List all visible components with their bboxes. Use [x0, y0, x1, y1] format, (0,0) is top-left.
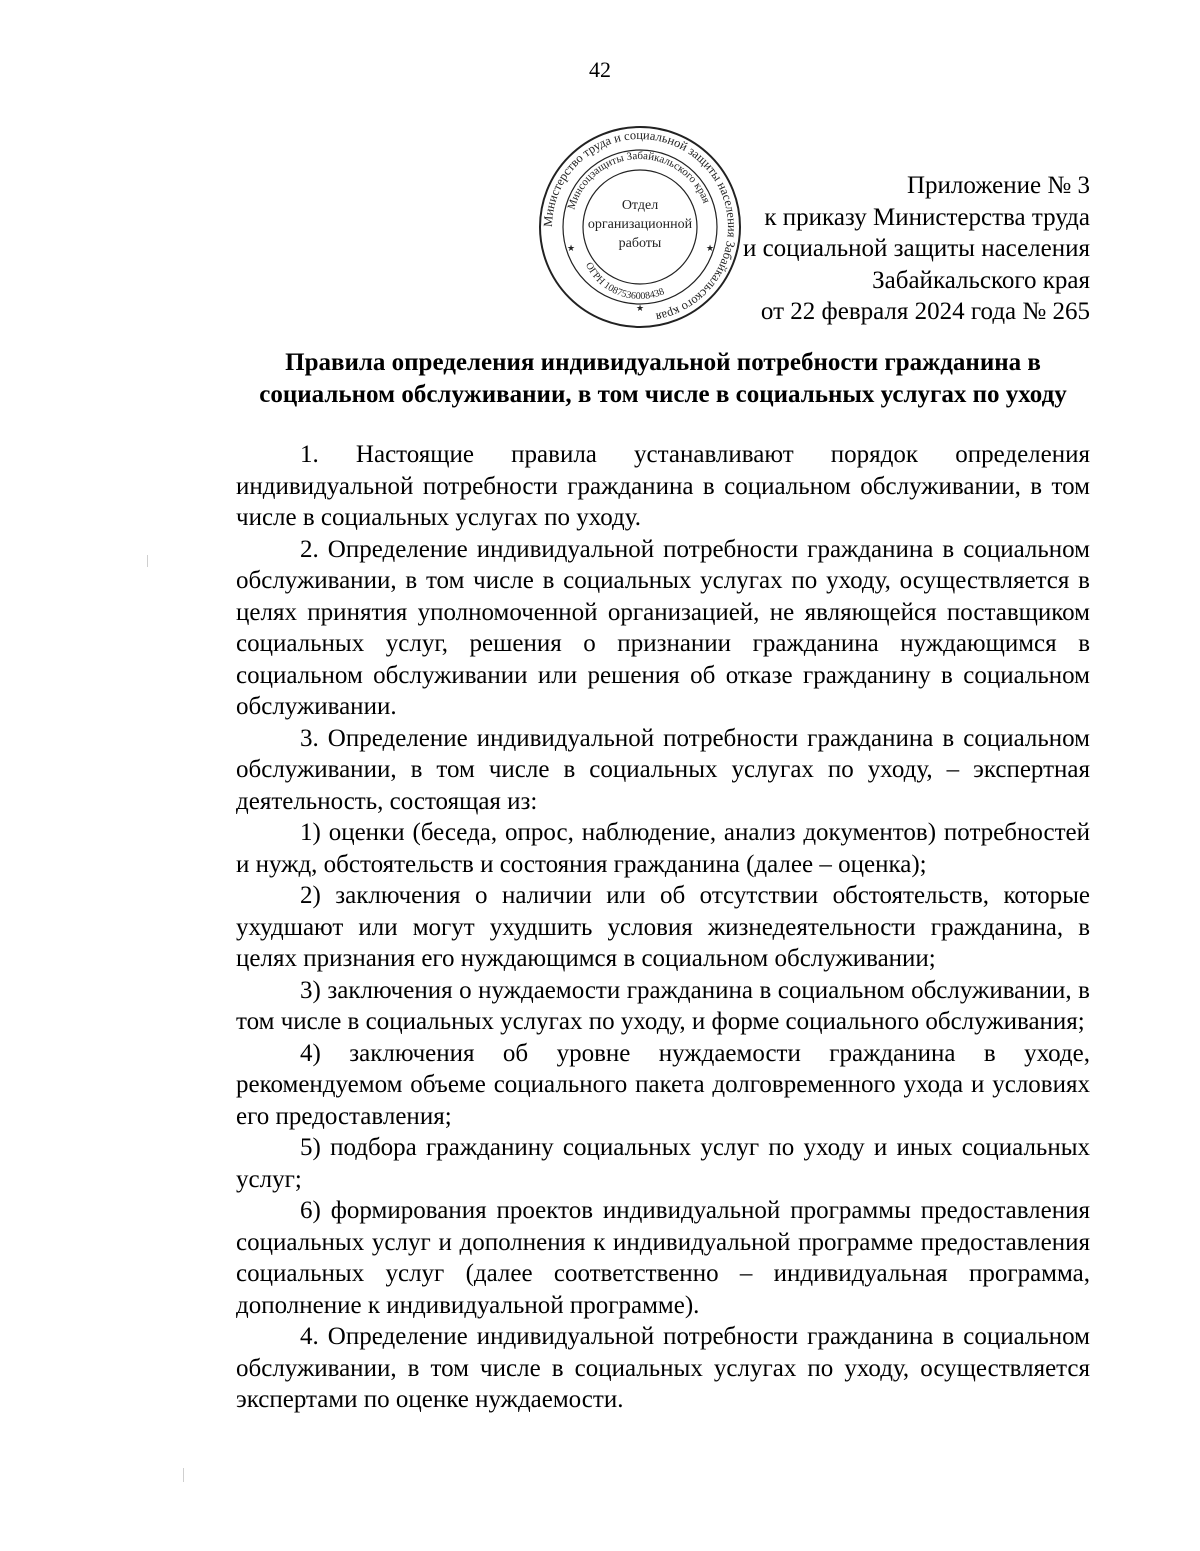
paragraph: 1) оценки (беседа, опрос, наблюдение, анализ документов) потребностей и нужд, обстоятельств и состояния гражданина (далее – оценка); — [236, 819, 1090, 878]
stamp-center-line-1: Отдел — [621, 198, 659, 213]
document-body — [236, 439, 1090, 1416]
paragraph: 1. Настоящие правила устанавливают порядок определения индивидуальной потребности гражданина в социальном обслуживании, в том числе в социальных услугах по уходу. — [236, 441, 1090, 531]
document-title — [236, 347, 1090, 410]
stamp-inner-text: Минсоцзащиты Забайкальского края — [565, 149, 713, 212]
appendix-line: Забайкальского края — [872, 266, 1090, 294]
appendix-line: Приложение № 3 — [906, 172, 1090, 199]
paragraph: 5) подбора гражданину социальных услуг по уходу и иных социальных услуг; — [236, 1134, 1090, 1193]
stamp-star-icon: ★ — [706, 243, 715, 253]
scan-margin-mark — [147, 555, 148, 567]
appendix-header — [743, 170, 1090, 328]
appendix-line: к приказу Министерства труда — [764, 203, 1090, 231]
paragraph: 4) заключения об уровне нуждаемости гражданина в уходе, рекомендуемом объеме социального пакета долговременного ухода и условиях его предоставления; — [236, 1039, 1090, 1130]
title-line: социальном обслуживании, в том числе в социальных услугах по уходу — [259, 380, 1067, 408]
paragraph: 2) заключения о наличии или об отсутствии обстоятельств, которые ухудшают или могут ухудшить условия жизнедеятельности гражданина, в целях признания его нуждающимся в социальном обслуживании; — [236, 882, 1090, 972]
page-number: 42 — [589, 57, 611, 82]
title-line: Правила определения индивидуальной потребности гражданина в — [285, 349, 1041, 376]
stamp-star-icon: ★ — [636, 303, 645, 313]
paragraph: 2. Определение индивидуальной потребности гражданина в социальном обслуживании, в том числе в социальных услугах по уходу, осуществляется в целях принятия уполномоченной организацией, не являющейся поставщиком социальных услуг, решения о признании гражданина нуждающимся в социальном обслуживании или решения об отказе гражданину в социальном обслуживании. — [236, 535, 1090, 720]
stamp-star-icon: ★ — [567, 243, 576, 253]
scan-margin-mark — [183, 1468, 184, 1482]
paragraph: 4. Определение индивидуальной потребности гражданина в социальном обслуживании, в том числе в социальных услугах по уходу, осуществляется экспертами по оценке нуждаемости. — [236, 1323, 1090, 1413]
appendix-line: от 22 февраля 2024 года № 265 — [760, 298, 1090, 325]
stamp-center-line-2: организационной — [587, 217, 693, 232]
appendix-line: и социальной защиты населения — [742, 235, 1090, 262]
paragraph: 3) заключения о нуждаемости гражданина в социальном обслуживании, в том числе в социальных услугах по уходу, и форме социального обслуживания; — [236, 976, 1090, 1035]
stamp-ring-text: Министерство труда и социальной защиты населения Забайкальского края — [540, 127, 740, 325]
stamp-center-line-3: работы — [618, 236, 662, 251]
paragraph: 6) формирования проектов индивидуальной программы предоставления социальных услуг и дополнения к индивидуальной программе предоставления социальных услуг (далее соответственно – индивидуальная программа, дополнение к индивидуальной программе). — [236, 1197, 1090, 1319]
paragraph: 3. Определение индивидуальной потребности гражданина в социальном обслуживании, в том числе в социальных услугах по уходу, – экспертная деятельность, состоящая из: — [236, 724, 1090, 815]
stamp-ogrn: ОГРН 1087536008438 — [582, 260, 666, 303]
official-seal-stamp — [536, 123, 744, 331]
